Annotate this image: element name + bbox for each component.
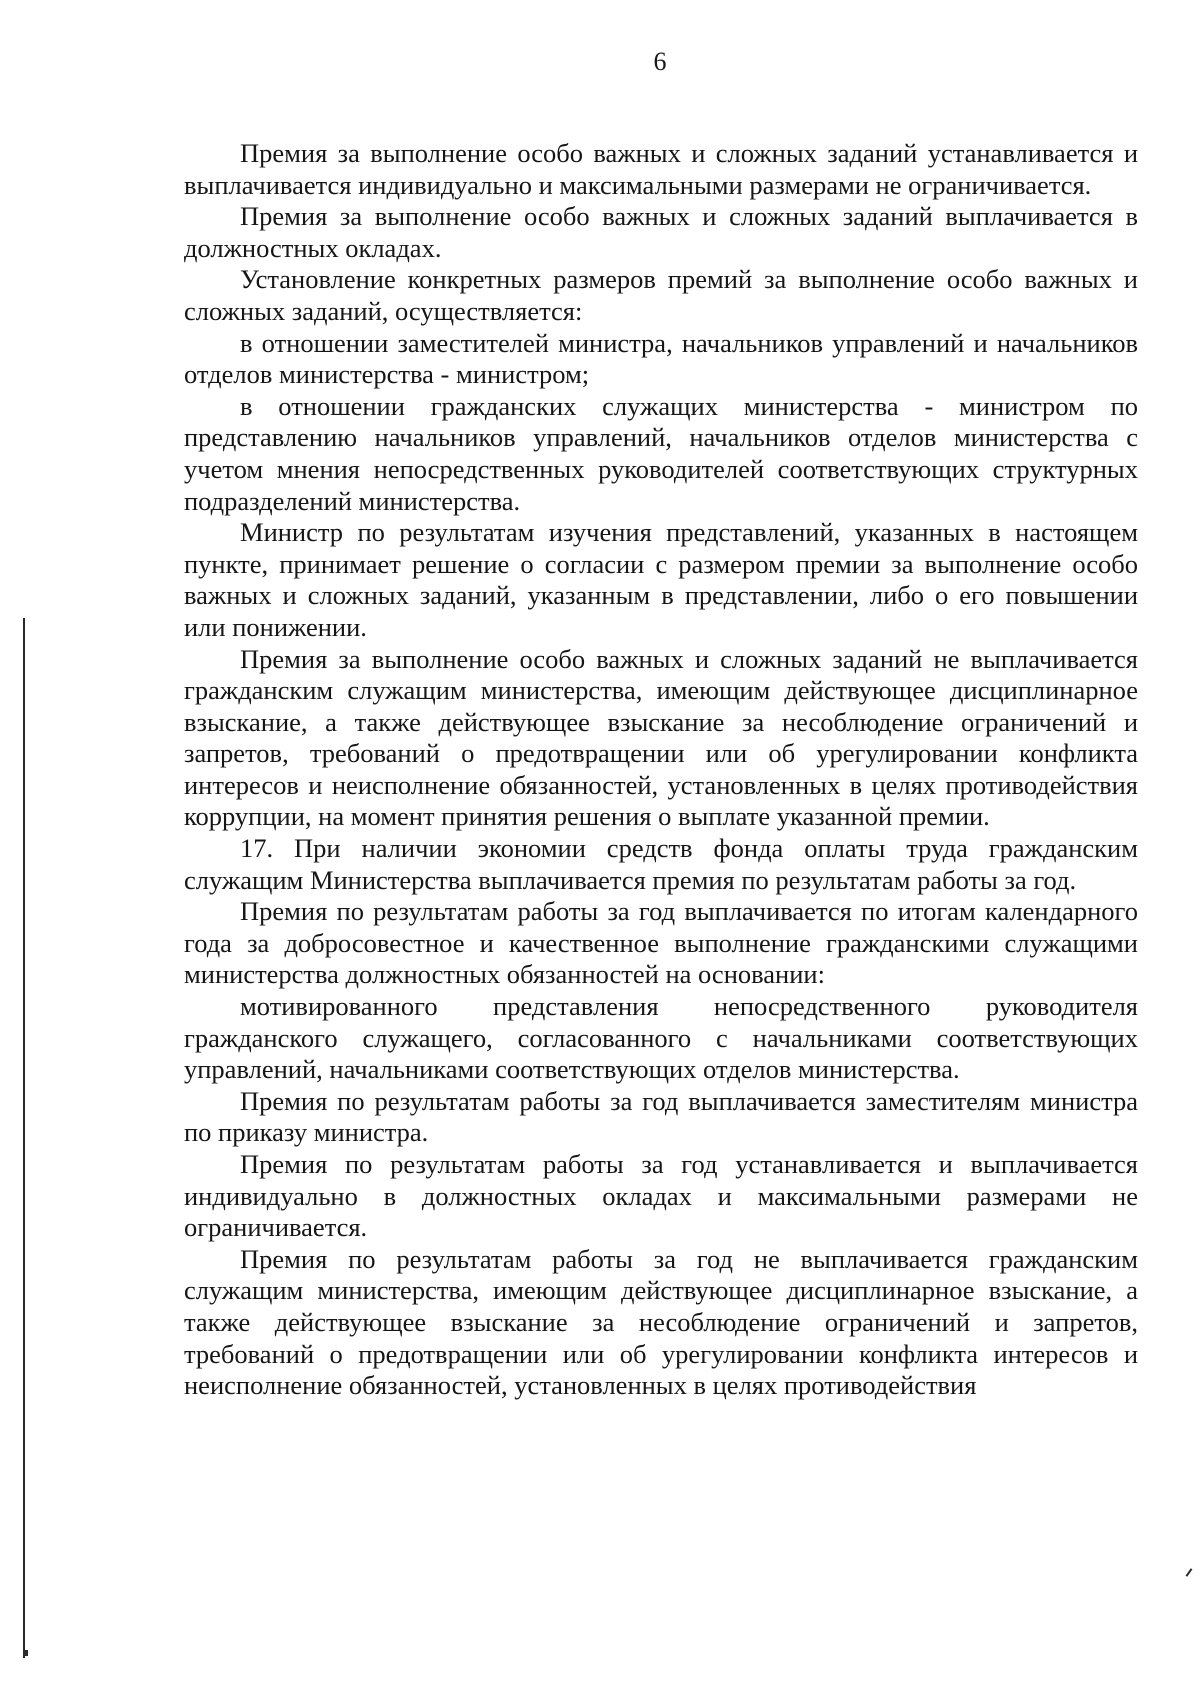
scan-edge-mark xyxy=(23,1650,28,1656)
paragraph: Установление конкретных размеров премий за выполнение особо важных и сложных заданий, осуществляется: xyxy=(184,264,1138,326)
paragraph: в отношении гражданских служащих министерства - министром по представлению начальников управлений, начальников отделов министерства с учетом мнения непосредственных руководителей соответствующих структурных подразделений министерства. xyxy=(184,390,1138,516)
scan-edge-line xyxy=(23,618,25,1658)
paragraph: Премия по результатам работы за год устанавливается и выплачивается индивидуально в должностных окладах и максимальными размерами не ограничивается. xyxy=(184,1149,1138,1243)
paragraph: 17. При наличии экономии средств фонда оплаты труда гражданским служащим Министерства выплачивается премия по результатам работы за год. xyxy=(184,833,1138,895)
paragraph: Премия за выполнение особо важных и сложных заданий выплачивается в должностных окладах. xyxy=(184,201,1138,263)
paragraph: Премия за выполнение особо важных и сложных заданий не выплачивается гражданским служащим министерства, имеющим действующее дисциплинарное взыскание, а также действующее взыскание за несоблюдение ограничений и запретов, требований о предотвращении или об урегулировании конфликта интересов и неисполнение обязанностей, установленных в целях противодействия коррупции, на момент принятия решения о выплате указанной премии. xyxy=(184,643,1138,832)
paragraph: мотивированного представления непосредственного руководителя гражданского служащего, согласованного с начальниками соответствующих управлений, начальниками соответствующих отделов министерства. xyxy=(184,991,1138,1085)
paragraph: Премия по результатам работы за год выплачивается по итогам календарного года за добросовестное и качественное выполнение гражданскими служащими министерства должностных обязанностей на основании: xyxy=(184,896,1138,990)
document-body xyxy=(184,138,1138,1402)
page-number: 6 xyxy=(653,47,667,76)
paragraph: Министр по результатам изучения представлений, указанных в настоящем пункте, принимает решение о согласии с размером премии за выполнение особо важных и сложных заданий, указанным в представлении, либо о его повышении или понижении. xyxy=(184,517,1138,642)
paragraph: Премия за выполнение особо важных и сложных заданий устанавливается и выплачивается индивидуально и максимальными размерами не ограничивается. xyxy=(184,138,1138,200)
scan-speck xyxy=(1186,1568,1193,1577)
paragraph: в отношении заместителей министра, начальников управлений и начальников отделов министерства - министром; xyxy=(184,327,1138,390)
paragraph: Премия по результатам работы за год выплачивается заместителям министра по приказу министра. xyxy=(184,1085,1138,1148)
paragraph: Премия по результатам работы за год не выплачивается гражданским служащим министерства, имеющим действующее дисциплинарное взыскание, а также действующее взыскание за несоблюдение ограничений и запретов, требований о предотвращении или об урегулировании конфликта интересов и неисполнение обязанностей, установленных в целях противодействия xyxy=(184,1243,1138,1401)
